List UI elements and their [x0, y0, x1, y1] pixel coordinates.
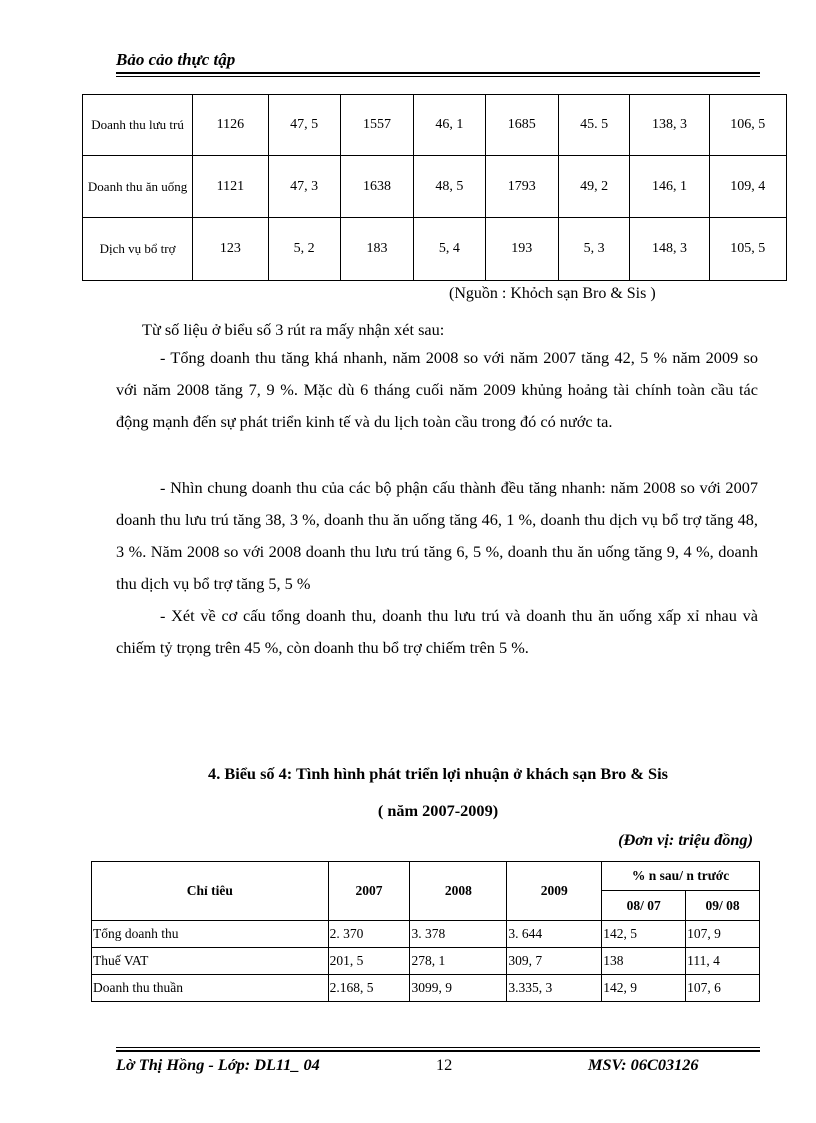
source-note: (Nguồn : Khỏch sạn Bro & Sis ): [449, 285, 656, 302]
table-cell: 278, 1: [410, 948, 507, 975]
table-cell: 1638: [340, 156, 413, 218]
row-label: Tổng doanh thu: [92, 921, 329, 948]
table-cell: 48, 5: [414, 156, 485, 218]
revenue-table: [82, 94, 787, 281]
table-cell: 45. 5: [558, 95, 629, 156]
table2-subtitle: ( năm 2007-2009): [377, 801, 499, 820]
profit-table: [91, 861, 760, 1002]
table-cell: 1126: [193, 95, 268, 156]
header-ratio-08-07: 08/ 07: [602, 891, 686, 921]
header-ratio-09-08: 09/ 08: [686, 891, 760, 921]
header-ratio: % n sau/ n trước: [602, 862, 760, 891]
table2-title: 4. Biểu số 4: Tình hình phát triển lợi nhuận ở khách sạn Bro & Sis: [208, 764, 668, 783]
header-2007: 2007: [328, 862, 410, 921]
header-2008: 2008: [410, 862, 507, 921]
row-label: Dịch vụ bổ trợ: [83, 218, 193, 281]
row-label: Thuế VAT: [92, 948, 329, 975]
table-cell: 109, 4: [709, 156, 786, 218]
table-cell: 5, 2: [268, 218, 340, 281]
paragraph-structure: - Xét về cơ cấu tổng doanh thu, doanh thu lưu trú và doanh thu ăn uống xấp xỉ nhau và chiếm tỷ trọng trên 45 %, còn doanh thu bổ trợ chiếm trên 5 %.: [116, 606, 758, 657]
table-cell: 106, 5: [709, 95, 786, 156]
table-cell: 1685: [485, 95, 558, 156]
table-header-row: [92, 862, 760, 891]
table-cell: 47, 5: [268, 95, 340, 156]
unit-label: (Đơn vị: triệu đồng): [618, 830, 753, 849]
row-label: Doanh thu ăn uống: [83, 156, 193, 218]
table-cell: 3. 378: [410, 921, 507, 948]
table-row: [83, 156, 787, 218]
table-cell: 2. 370: [328, 921, 410, 948]
header-indicator: Chỉ tiêu: [92, 862, 329, 921]
table-cell: 3.335, 3: [507, 975, 602, 1002]
footer-student-id: MSV: 06C03126: [588, 1055, 699, 1074]
header-title: Bảo cảo thực tập: [116, 50, 236, 69]
table-cell: 49, 2: [558, 156, 629, 218]
paragraph-total-revenue: - Tổng doanh thu tăng khá nhanh, năm 2008 so với năm 2007 tăng 42, 5 % năm 2009 so với năm 2008 tăng 7, 9 %. Mặc dù 6 tháng cuối năm 2009 khủng hoảng tài chính toàn cầu tác động mạnh đến sự phát triển kinh tế và du lịch toàn cầu trong đó có nước ta.: [116, 348, 758, 431]
table-cell: 47, 3: [268, 156, 340, 218]
table-cell: 1121: [193, 156, 268, 218]
footer-rule-thick: [116, 1050, 760, 1052]
table-row: [92, 921, 760, 948]
header-2009: 2009: [507, 862, 602, 921]
table-cell: 1557: [340, 95, 413, 156]
table-cell: 46, 1: [414, 95, 485, 156]
table-cell: 146, 1: [630, 156, 709, 218]
page-number: 12: [436, 1055, 453, 1074]
footer-rule-thin: [116, 1047, 760, 1048]
table-row: [92, 948, 760, 975]
table-cell: 111, 4: [686, 948, 760, 975]
table-cell: 5, 3: [558, 218, 629, 281]
table-cell: 142, 9: [602, 975, 686, 1002]
table-cell: 183: [340, 218, 413, 281]
table-cell: 193: [485, 218, 558, 281]
table-cell: 105, 5: [709, 218, 786, 281]
table-cell: 107, 9: [686, 921, 760, 948]
table-cell: 138, 3: [630, 95, 709, 156]
table-row: [83, 218, 787, 281]
table-cell: 5, 4: [414, 218, 485, 281]
table-cell: 1793: [485, 156, 558, 218]
table-cell: 309, 7: [507, 948, 602, 975]
row-label: Doanh thu thuần: [92, 975, 329, 1002]
table-row: [83, 95, 787, 156]
header-rule-thick: [116, 72, 760, 74]
table-cell: 142, 5: [602, 921, 686, 948]
table-cell: 201, 5: [328, 948, 410, 975]
table-cell: 123: [193, 218, 268, 281]
table-cell: 107, 6: [686, 975, 760, 1002]
footer-author: Lờ Thị Hồng - Lớp: DL11_ 04: [116, 1055, 320, 1074]
header-rule-thin: [116, 76, 760, 77]
table-cell: 3. 644: [507, 921, 602, 948]
row-label: Doanh thu lưu trú: [83, 95, 193, 156]
paragraph-components: - Nhìn chung doanh thu của các bộ phận cấu thành đều tăng nhanh: năm 2008 so với 2007 doanh thu lưu trú tăng 38, 3 %, doanh thu ăn uống tăng 46, 1 %, doanh thu dịch vụ bổ trợ tăng 48, 3 %. Năm 2008 so với 2008 doanh thu lưu trú tăng 6, 5 %, doanh thu ăn uống tăng 9, 4 %, doanh thu dịch vụ bổ trợ tăng 5, 5 %: [116, 478, 758, 593]
table-cell: 3099, 9: [410, 975, 507, 1002]
paragraph-intro: Từ số liệu ở biểu số 3 rút ra mấy nhận xét sau:: [142, 320, 445, 339]
table-cell: 148, 3: [630, 218, 709, 281]
table-row: [92, 975, 760, 1002]
table-cell: 138: [602, 948, 686, 975]
table-cell: 2.168, 5: [328, 975, 410, 1002]
